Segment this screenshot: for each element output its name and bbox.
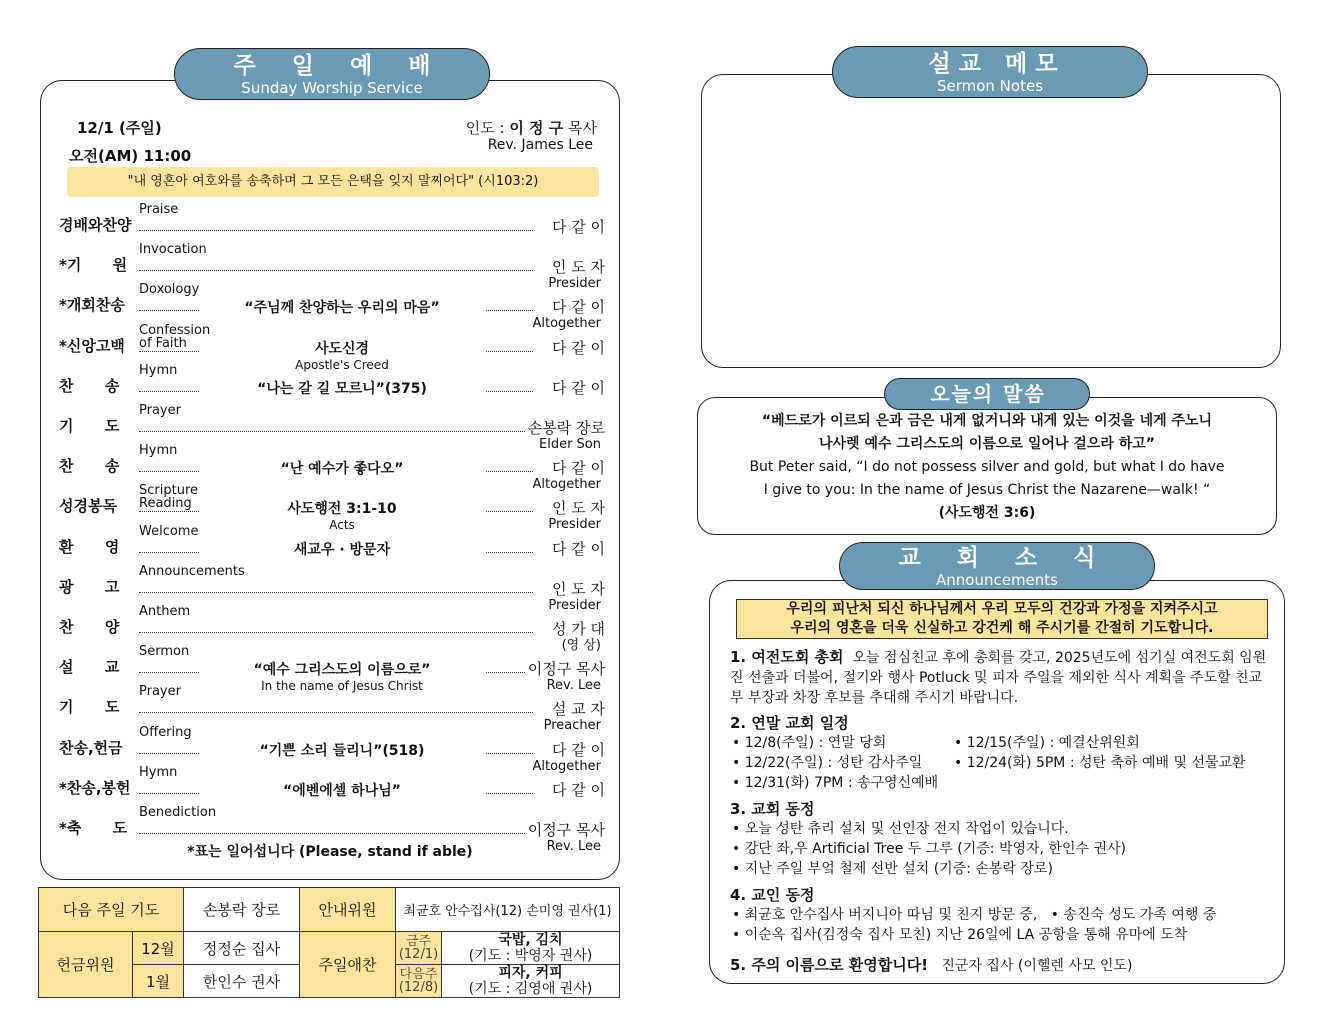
worship-item-leader-sub: Elder Son <box>539 437 601 452</box>
worship-item-leader: 다 같 이 <box>551 338 605 357</box>
worship-item-label: 설 교 <box>59 658 120 677</box>
news-title-en: Announcements <box>936 571 1058 589</box>
worship-item-leader: 다 같 이 <box>551 459 605 478</box>
worship-item-leader-sub: Altogether <box>532 477 601 493</box>
announcement-2-heading: 2. 연말 교회 일정 <box>730 714 849 732</box>
worship-item-leader: 다 같 이 <box>551 298 605 317</box>
word-line-1: “베드로가 이르되 은과 금은 내게 없거니와 내게 있는 이것을 네게 주노니 <box>761 413 1213 429</box>
word-line-2: 나사렛 예수 그리스도의 이름으로 일어나 걸으라 하고” <box>819 436 1155 452</box>
worship-item-label: 성경봉독 <box>59 497 117 516</box>
word-line-3: But Peter said, “I do not possess silver and gold, but what I do have <box>749 459 1225 475</box>
leader-dots <box>139 632 533 633</box>
worship-item-label: *축 도 <box>59 819 128 837</box>
schedule-item-5: • 12/31(화) 7PM : 송구영신예배 <box>732 775 939 791</box>
notes-title-en: Sermon Notes <box>936 77 1044 95</box>
worship-item-english: Confession of Faith <box>139 322 211 351</box>
worship-item-english: Doxology <box>139 282 200 298</box>
meal-menu-1-food: 국밥, 김치 <box>498 932 563 948</box>
service-time: 오전(AM) 11:00 <box>69 147 192 165</box>
worship-item-content: 새교우 · 방문자 <box>199 539 485 559</box>
worship-item <box>59 766 605 802</box>
leader-dots <box>139 712 533 713</box>
offering-label: 헌금위원 <box>39 932 133 998</box>
worship-item-english: Invocation <box>139 242 207 258</box>
word-title-pill <box>884 378 1090 410</box>
news-title-pill <box>839 542 1155 590</box>
worship-item-leader: 인 도 자 <box>551 258 605 277</box>
worship-item-leader-sub: Presider <box>548 276 601 292</box>
announcement-4-heading: 4. 교인 동정 <box>730 886 815 904</box>
meal-menu-1 <box>442 932 620 965</box>
worship-item-english: Hymn <box>139 443 178 459</box>
word-line-4: I give to you: In the name of Jesus Christ the Nazarene—walk! “ <box>763 482 1211 498</box>
meal-week-1-date: (12/1) <box>398 947 439 962</box>
word-ref: (사도행전 3:6) <box>938 505 1036 521</box>
worship-item-leader: 설 교 자 <box>551 700 605 719</box>
schedule-item-1: • 12/8(주일) : 연말 당회 <box>732 735 887 751</box>
announcement-5 <box>730 955 1268 976</box>
meal-week-2 <box>396 965 442 998</box>
worship-item-label: 찬 양 <box>59 618 120 636</box>
announcement-3 <box>730 799 1268 879</box>
announcement-1-heading: 1. 여전도회 총회 <box>730 648 844 666</box>
schedule-item-4: • 12/24(화) 5PM : 성탄 축하 예배 및 선물교환 <box>954 755 1246 771</box>
worship-item-label: 기 도 <box>59 417 120 435</box>
meal-label: 주일애찬 <box>300 932 396 998</box>
offering-month-1: 12월 <box>133 932 184 965</box>
meal-week-2-name: 다음주 <box>399 967 438 982</box>
worship-item-label: 광 고 <box>59 577 120 596</box>
church-event-1: • 오늘 성탄 츄리 설치 및 선인장 전지 작업이 있습니다. <box>732 821 1069 837</box>
word-title-ko: 오늘의 말씀 <box>930 382 1046 406</box>
worship-item-english: Welcome <box>139 523 199 539</box>
worship-item-leader: 다 같 이 <box>551 740 605 759</box>
worship-item-label: *개회찬송 <box>59 296 125 315</box>
member-news-3: • 이순옥 집사(김정숙 집사 모친) 지난 26일에 LA 공항을 통해 유마에 도착 <box>732 927 1188 943</box>
worship-item-english: Offering <box>139 724 192 740</box>
worship-item-leader-sub: Altogether <box>532 316 601 332</box>
worship-item-content: “난 예수가 좋다오” <box>199 458 485 478</box>
member-news-1: • 최균호 안수집사 버지니아 따님 및 친지 방문 중, <box>732 907 1038 923</box>
prayer-banner-line-1: 우리의 피난처 되신 하나님께서 우리 모두의 건강과 가정을 지켜주시고 <box>786 601 1218 617</box>
worship-item-leader: 다 같 이 <box>551 539 605 558</box>
church-event-2: • 강단 좌,우 Artificial Tree 두 그루 (기증: 박영자, 한인수 권사) <box>732 841 1126 857</box>
church-news-panel <box>709 580 1285 984</box>
worship-item-content: “에벤에셀 하나님” <box>199 780 485 800</box>
worship-item-leader-sub: Rev. Lee <box>546 839 601 854</box>
meal-menu-2-prayer: (기도 : 김영애 권사) <box>468 981 593 997</box>
worship-item-leader: 인 도 자 <box>551 579 605 598</box>
announcement-1 <box>730 647 1268 708</box>
worship-item-leader-sub: Preacher <box>543 718 601 734</box>
leader-dots <box>139 592 533 593</box>
worship-item <box>59 282 605 332</box>
leader-title: 목사 <box>568 119 597 137</box>
worship-item <box>59 525 605 561</box>
church-event-3: • 지난 주일 부엌 철제 선반 설치 (기증: 손봉락 장로) <box>732 861 1053 877</box>
worship-item-english: Hymn <box>139 362 178 378</box>
worship-item-content: 사도행전 3:1-10 <box>199 498 485 518</box>
announcement-5-text: 진군자 집사 (이헬렌 사모 인도) <box>941 958 1133 974</box>
announcement-1-text: 오늘 점심친교 후에 총회를 갖고, 2025년도에 섬기실 여전도회 임원진 선출과 더불어, 절기와 행사 Potluck 및 피자 주일을 제외한 식사 계획을 주도할 친교부 부장과 차장 후보를 추대해 주시기 바랍니다. <box>730 650 1267 706</box>
usher-names: 최균호 안수집사(12) 손미영 권사(1) <box>396 888 620 932</box>
leader-label: 인도 : <box>465 119 505 137</box>
leader-dots <box>139 833 533 834</box>
news-title-ko: 교 회 소 식 <box>898 545 1110 571</box>
worship-item-leader-sub: Presider <box>548 597 601 613</box>
worship-item-leader: 다 같 이 <box>551 378 605 397</box>
announcement-2 <box>730 713 1268 795</box>
leader-english: Rev. James Lee <box>487 137 593 153</box>
worship-item-label: 찬송,헌금 <box>59 738 123 757</box>
meal-menu-1-prayer: (기도 : 박영자 권사) <box>468 948 593 964</box>
announcement-5-heading: 5. 주의 이름으로 환영합니다! <box>730 956 929 974</box>
schedule-item-3: • 12/22(주일) : 성탄 감사주일 <box>732 755 923 771</box>
offering-name-2: 한인수 권사 <box>184 965 300 998</box>
worship-item-leader: 성 가 대 <box>551 620 605 638</box>
worship-item-content: “예수 그리스도의 이름으로” <box>199 659 485 679</box>
worship-item-english: Benediction <box>139 805 217 820</box>
worship-item <box>59 443 605 493</box>
worship-item <box>59 203 605 239</box>
worship-panel <box>40 80 620 880</box>
worship-item-leader-sub: Presider <box>548 517 601 533</box>
usher-label: 안내위원 <box>300 888 396 932</box>
leader-dots <box>139 431 533 432</box>
verse-banner: "내 영혼아 여호와를 송축하며 그 모든 은택을 잊지 말찌어다" (시103:2) <box>67 167 599 197</box>
worship-item-english: Hymn <box>139 764 178 780</box>
prayer-banner <box>736 599 1268 639</box>
sermon-notes-panel[interactable] <box>701 74 1281 368</box>
worship-item-label: *찬송,봉헌 <box>59 778 131 797</box>
offering-name-1: 정정순 집사 <box>184 932 300 965</box>
worship-item-leader: 다 같 이 <box>551 780 605 799</box>
worship-item-content: 사도신경 <box>199 338 485 358</box>
worship-item-leader: 손봉락 장로 <box>527 419 605 437</box>
worship-item-label: 기 도 <box>59 698 120 717</box>
meal-week-1 <box>396 932 442 965</box>
worship-item-content-sub: Apostle's Creed <box>295 357 389 372</box>
worship-item-leader-sub: Rev. Lee <box>546 678 601 694</box>
worship-item-english: Prayer <box>139 684 181 700</box>
worship-item-label: 찬 송 <box>59 376 120 395</box>
worship-item-english: Anthem <box>139 604 191 619</box>
worship-item-leader-sub: Altogether <box>532 758 601 774</box>
notes-title-pill <box>832 46 1148 98</box>
duty-table <box>38 887 620 998</box>
next-prayer-label: 다음 주일 기도 <box>39 888 184 932</box>
worship-title-en: Sunday Worship Service <box>241 79 423 97</box>
stand-note: *표는 일어섭니다 (Please, stand if able) <box>187 844 473 860</box>
worship-item-english: Sermon <box>139 644 190 660</box>
worship-item-leader-sub: (영 상) <box>561 638 601 653</box>
worship-item-leader: 이정구 목사 <box>527 821 605 839</box>
offering-month-2: 1월 <box>133 965 184 998</box>
worship-item-label: 경배와찬양 <box>59 216 132 234</box>
worship-item <box>59 364 605 400</box>
worship-item-content: “기쁜 소리 들리니”(518) <box>199 740 485 760</box>
service-date: 12/1 (주일) <box>77 119 162 137</box>
todays-word-panel <box>697 397 1277 535</box>
worship-title-pill <box>174 48 490 100</box>
next-prayer-name: 손봉락 장로 <box>184 888 300 932</box>
worship-item-content-sub: Acts <box>329 518 355 533</box>
notes-title-ko: 설교 메모 <box>928 51 1066 77</box>
worship-item-label: *기 원 <box>59 256 128 275</box>
worship-item-content: “나는 갈 길 모르니”(375) <box>199 378 485 398</box>
worship-item-english: Prayer <box>139 403 181 418</box>
meal-menu-2 <box>442 965 620 998</box>
meal-menu-2-food: 피자, 커피 <box>498 965 563 981</box>
worship-title-ko: 주 일 예 배 <box>233 53 445 79</box>
worship-item-label: *신앙고백 <box>59 336 125 355</box>
leader-name: 이 정 구 <box>509 119 564 137</box>
worship-item-leader: 인 도 자 <box>551 499 605 518</box>
meal-week-2-date: (12/8) <box>398 980 439 995</box>
worship-item-content-sub: In the name of Jesus Christ <box>261 679 423 694</box>
announcement-4 <box>730 885 1268 945</box>
worship-item-leader: 다 같 이 <box>551 218 605 236</box>
leader-dots <box>139 270 533 271</box>
member-news-2: • 송진숙 성도 가족 여행 중 <box>1050 907 1217 923</box>
worship-item-content: “주님께 찬양하는 우리의 마음” <box>199 297 485 317</box>
announcement-3-heading: 3. 교회 동정 <box>730 800 815 818</box>
worship-item-leader: 이정구 목사 <box>527 660 605 679</box>
prayer-banner-line-2: 우리의 영혼을 더욱 신실하고 강건케 해 주시기를 간절히 기도합니다. <box>790 620 1214 636</box>
worship-item-label: 찬 송 <box>59 457 120 476</box>
service-leader <box>466 117 597 138</box>
worship-item-english: Announcements <box>139 563 245 579</box>
worship-item-english: Scripture Reading <box>139 483 199 512</box>
worship-item-english: Praise <box>139 202 179 217</box>
worship-item-label: 환 영 <box>59 537 120 556</box>
meal-week-1-name: 금주 <box>405 934 432 949</box>
leader-dots <box>139 230 533 231</box>
schedule-item-2: • 12/15(주일) : 예결산위원회 <box>954 735 1140 751</box>
